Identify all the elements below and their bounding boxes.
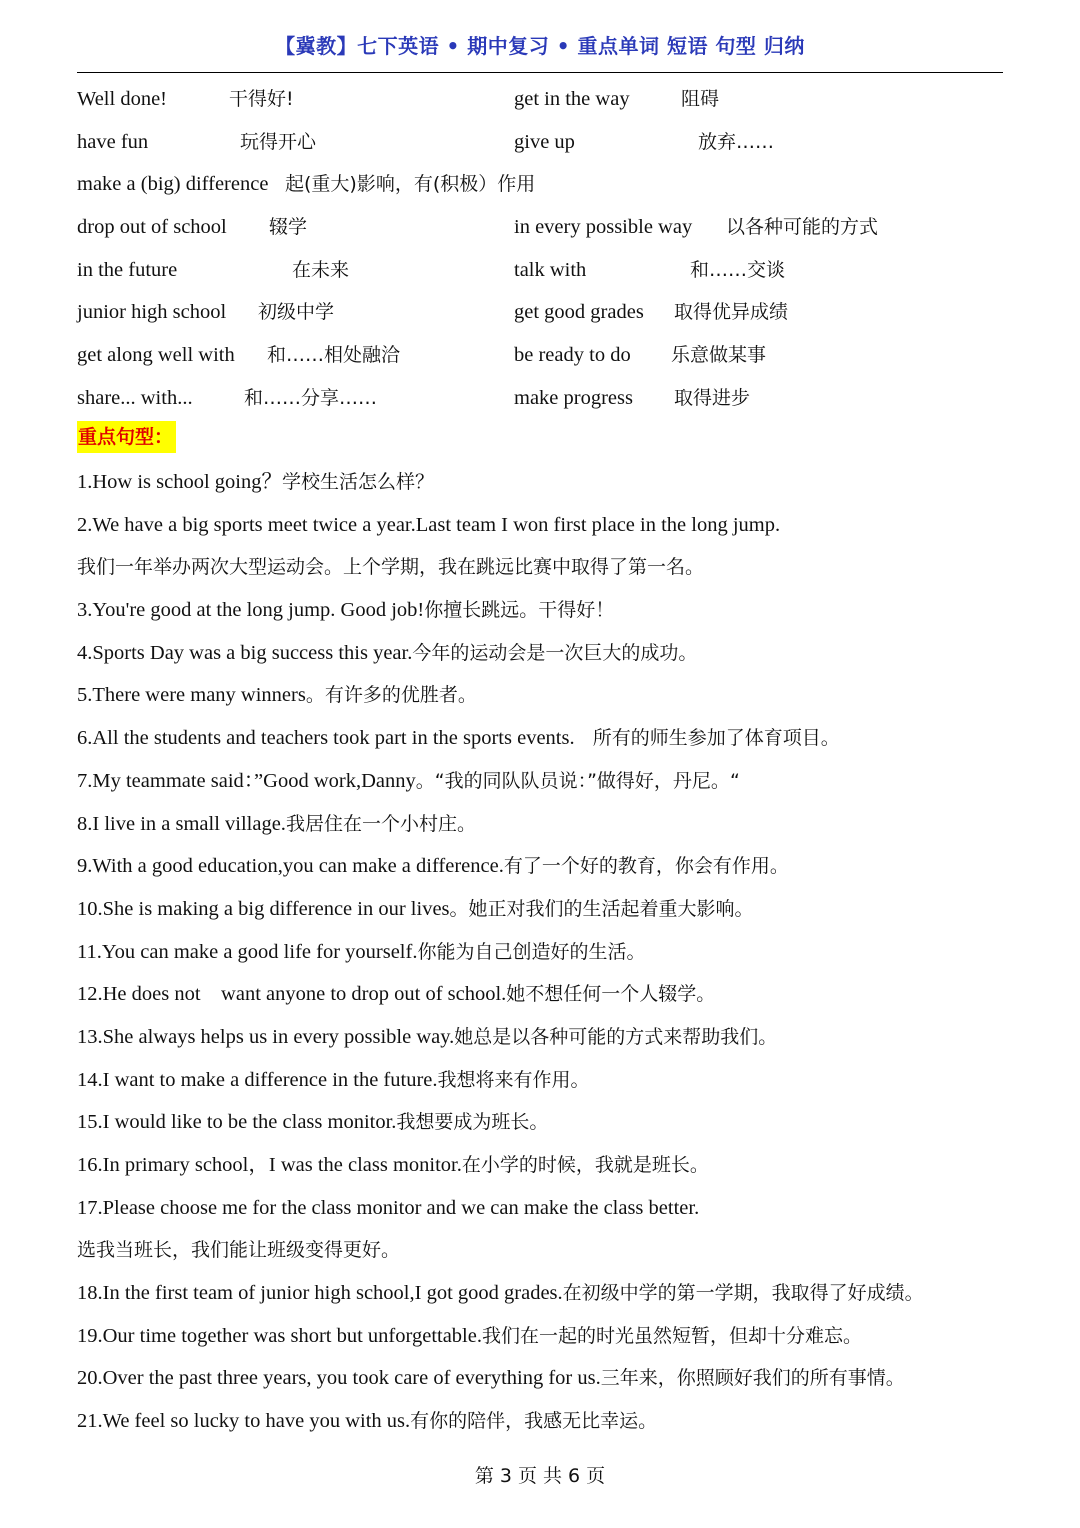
phrase-row [77, 207, 1003, 250]
sentence-zh: 选我当班长，我们能让班级变得更好。 [77, 1239, 401, 1262]
sentence-zh: 我居住在一个小村庄。 [285, 812, 476, 835]
phrase-en: make progress [514, 386, 633, 409]
phrase-zh: 和……交谈 [690, 258, 786, 281]
phrase-en: get along well with [77, 344, 235, 367]
sentence-line [77, 546, 1037, 589]
phrase-en: get good grades [514, 301, 644, 324]
phrase-zh: 初级中学 [258, 301, 335, 324]
sentence-zh: 她总是以各种可能的方式来帮助我们。 [454, 1025, 778, 1048]
sentence-zh: 她不想任何一个人辍学。 [506, 983, 716, 1006]
sentence-line [77, 461, 1037, 504]
sentence-en: 7.My teammate said：”Good work,Danny [77, 769, 416, 792]
sentence-line [77, 803, 1037, 846]
sentence-zh: 在小学的时候，我就是班长。 [461, 1154, 709, 1176]
phrase-en: give up [514, 130, 575, 153]
phrase-en: in every possible way [514, 216, 693, 239]
sentence-line [77, 1357, 1037, 1400]
sentence-en: 17.Please choose me for the class monitor and we can make the class better. [77, 1196, 700, 1219]
sentence-zh: 我想要成为班长。 [396, 1111, 549, 1134]
phrase-en: be ready to do [514, 344, 631, 367]
sentence-en: 1.How is school going？ [77, 471, 282, 493]
sentence-line [77, 1059, 1037, 1102]
sentence-line [77, 760, 1037, 803]
phrase-en: in the future [77, 258, 178, 281]
phrase-zh: 阻碍 [681, 88, 720, 110]
sentence-line [77, 1101, 1037, 1144]
sentence-zh: 我们一年举办两次大型运动会。上个学期，我在跳远比赛中取得了第一名。 [77, 556, 705, 579]
sentence-line [77, 1400, 1037, 1443]
phrase-row [77, 250, 1003, 293]
sentence-en: 8.I live in a small village. [77, 812, 286, 835]
phrase-zh: 取得进步 [674, 386, 751, 409]
sentence-en: 14.I want to make a difference in the future. [77, 1068, 438, 1091]
phrase-zh: 以各种可能的方式 [726, 216, 879, 239]
sentence-zh: 有你的陪伴，我感无比幸运。 [410, 1410, 658, 1433]
sentence-en: 10.She is making a big difference in our lives [77, 897, 450, 920]
sentence-line [77, 504, 1037, 547]
sentence-line [77, 1229, 1037, 1272]
sentence-line [77, 888, 1037, 931]
sentence-en: 12.He does not want anyone to drop out of school. [77, 983, 507, 1006]
phrase-en: drop out of school [77, 216, 227, 239]
phrase-en: talk with [514, 258, 587, 281]
sentence-line [77, 632, 1037, 675]
phrase-row [77, 335, 1003, 378]
phrase-zh: 乐意做某事 [671, 344, 767, 367]
sentence-line [77, 973, 1037, 1016]
sentence-en: 3.You're good at the long jump. Good job! [77, 599, 425, 622]
sentence-line [77, 589, 1037, 632]
phrase-en: share... with... [77, 386, 193, 409]
phrase-list [77, 79, 1003, 421]
phrase-zh: 干得好! [229, 88, 294, 110]
sentence-en: 4.Sports Day was a big success this year. [77, 641, 413, 664]
page-header-title: 【冀教】七下英语 • 期中复习 • 重点单词 短语 句型 归纳 [275, 34, 805, 58]
sentence-line [77, 931, 1037, 974]
sentence-line [77, 1016, 1037, 1059]
sentence-en: 9.With a good education,you can make a difference. [77, 855, 504, 878]
phrase-zh: 在未来 [292, 258, 350, 281]
sentence-zh: 。她正对我们的生活起着重大影响。 [449, 897, 754, 920]
sentence-zh: 你能为自己创造好的生活。 [417, 940, 646, 963]
sentence-zh: 所有的师生参加了体育项目。 [574, 727, 840, 750]
phrase-row [77, 292, 1003, 335]
sentence-line [77, 1144, 1037, 1187]
sentence-line [77, 845, 1037, 888]
phrase-en: have fun [77, 130, 149, 153]
sentence-en: 20.Over the past three years, you took care of everything for us. [77, 1367, 601, 1390]
phrase-zh: 和……分享…… [244, 386, 378, 409]
phrase-zh: 玩得开心 [240, 130, 317, 153]
phrase-en: get in the way [514, 88, 630, 110]
phrase-row [77, 122, 1003, 165]
phrase-row [77, 378, 1003, 421]
sentence-zh: 三年来，你照顾好我们的所有事情。 [600, 1367, 905, 1390]
phrase-zh: 辍学 [269, 216, 308, 239]
sentence-en: 11.You can make a good life for yourself. [77, 940, 418, 963]
phrase-row [77, 79, 1003, 122]
sentence-line [77, 1315, 1037, 1358]
sentence-zh: 。“我的同队队员说：”做得好，丹尼。“ [415, 769, 740, 792]
sentence-en: 13.She always helps us in every possible way. [77, 1025, 455, 1048]
phrase-en: Well done! [77, 88, 167, 110]
sentence-line [77, 717, 1037, 760]
sentence-zh: 。有许多的优胜者。 [305, 684, 477, 707]
sentence-zh: 学校生活怎么样？ [282, 471, 435, 493]
sentence-zh: 今年的运动会是一次巨大的成功。 [412, 641, 698, 664]
sentence-zh: 你擅长跳远。干得好！ [424, 599, 615, 622]
sentence-zh: 我们在一起的时光虽然短暂，但却十分难忘。 [481, 1324, 862, 1347]
sentence-en: 6.All the students and teachers took part in the sports events. [77, 727, 575, 750]
sentence-zh: 在初级中学的第一学期，我取得了好成绩。 [562, 1282, 924, 1305]
phrase-row [77, 164, 1003, 207]
phrase-en: make a (big) difference [77, 173, 269, 196]
sentence-en: 2.We have a big sports meet twice a year.Last team I won first place in the long jump. [77, 513, 781, 536]
sentence-zh: 我想将来有作用。 [437, 1068, 590, 1091]
phrase-en: junior high school [77, 301, 227, 324]
header-divider [77, 72, 1003, 73]
sentence-line [77, 1272, 1037, 1315]
sentence-line [77, 674, 1037, 717]
phrase-zh: 和……相处融洽 [267, 344, 401, 367]
section-title-key-sentences: 重点句型： [77, 421, 176, 453]
sentence-en: 5.There were many winners [77, 684, 306, 707]
sentence-en: 16.In primary school，I was the class monitor. [77, 1154, 462, 1176]
sentence-en: 15.I would like to be the class monitor. [77, 1111, 397, 1134]
phrase-zh: 取得优异成绩 [674, 301, 789, 324]
sentence-zh: 有了一个好的教育，你会有作用。 [503, 855, 789, 878]
sentence-en: 21.We feel so lucky to have you with us. [77, 1410, 411, 1433]
phrase-zh: 起(重大)影响，有(积极）作用 [285, 173, 536, 196]
sentence-en: 19.Our time together was short but unforgettable. [77, 1324, 482, 1347]
sentence-en: 18.In the first team of junior high school,I got good grades. [77, 1282, 563, 1305]
sentence-list [77, 461, 1037, 1443]
phrase-zh: 放弃…… [698, 130, 775, 153]
sentence-line [77, 1187, 1037, 1230]
page-number-footer: 第 3 页 共 6 页 [474, 1465, 606, 1487]
